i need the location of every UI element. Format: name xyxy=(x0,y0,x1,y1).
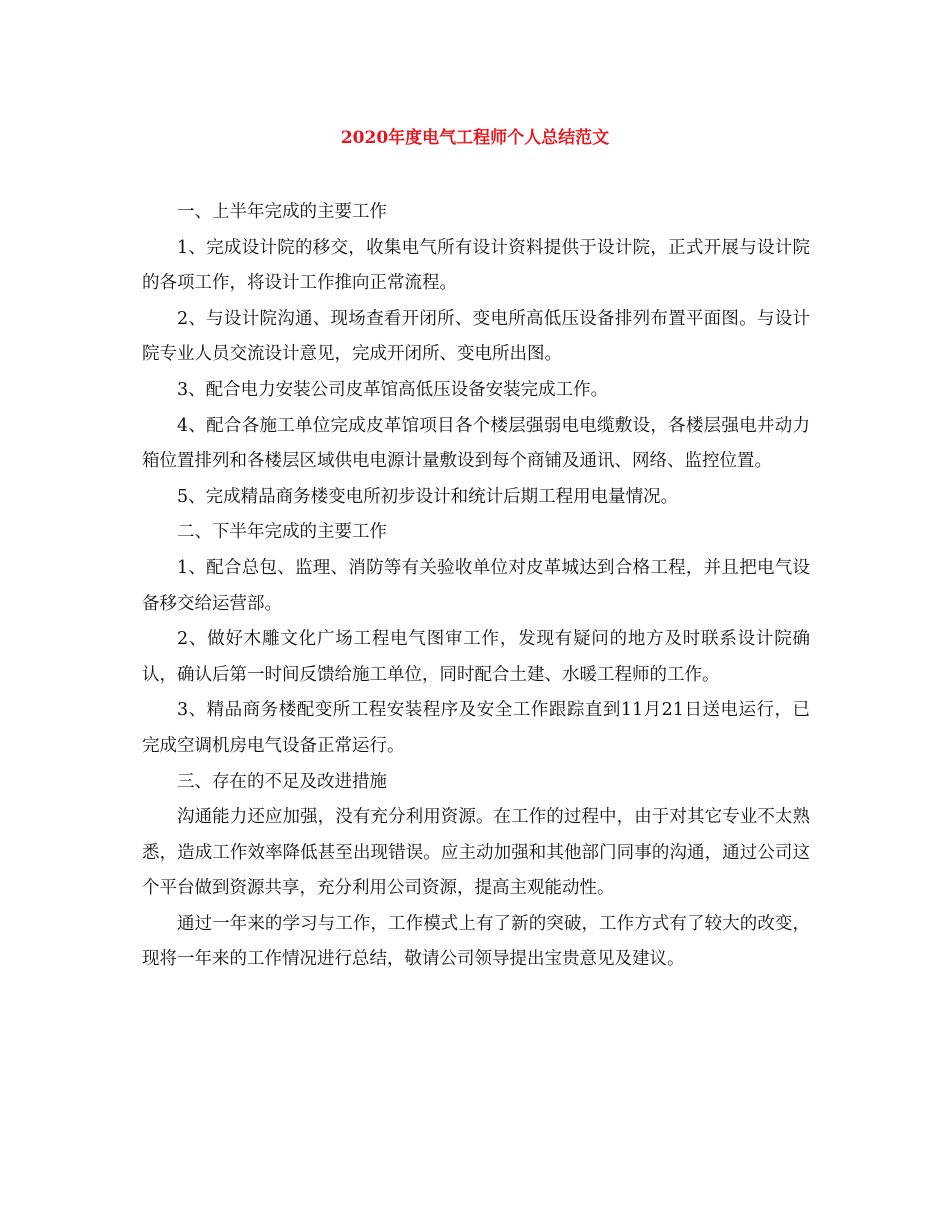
paragraph: 5、完成精品商务楼变电所初步设计和统计后期工程用电量情况。 xyxy=(177,486,679,507)
paragraph: 沟通能力还应加强，没有充分利用资源。在工作的过程中，由于对其它专业不太熟悉，造成工作效率降低甚至出现错误。应主动加强和其他部门同事的沟通，通过公司这个平台做到资源共享，充分利用公司资源，提高主观能动性。 xyxy=(142,807,810,899)
section-heading-shortcomings: 三、存在的不足及改进措施 xyxy=(177,771,387,792)
paragraph: 1、完成设计院的移交，收集电气所有设计资料提供于设计院，正式开展与设计院的各项工作，将设计工作推向正常流程。 xyxy=(142,237,810,294)
document-title: 2020年度电气工程师个人总结范文 xyxy=(340,128,610,148)
paragraph: 2、做好木雕文化广场工程电气图审工作，发现有疑问的地方及时联系设计院确认，确认后第一时间反馈给施工单位，同时配合土建、水暖工程师的工作。 xyxy=(142,629,810,685)
document-body xyxy=(142,195,810,978)
paragraph: 2、与设计院沟通、现场查看开闭所、变电所高低压设备排列布置平面图。与设计院专业人员交流设计意见，完成开闭所、变电所出图。 xyxy=(142,308,810,365)
paragraph: 4、配合各施工单位完成皮革馆项目各个楼层强弱电电缆敷设，各楼层强电井动力箱位置排列和各楼层区域供电电源计量敷设到每个商铺及通讯、网络、监控位置。 xyxy=(142,415,810,472)
paragraph: 通过一年来的学习与工作，工作模式上有了新的突破，工作方式有了较大的改变，现将一年来的工作情况进行总结，敬请公司领导提出宝贵意见及建议。 xyxy=(142,913,810,970)
section-heading-first-half: 一、上半年完成的主要工作 xyxy=(177,202,387,222)
paragraph: 3、配合电力安装公司皮革馆高低压设备安装完成工作。 xyxy=(177,379,609,400)
paragraph: 1、配合总包、监理、消防等有关验收单位对皮革城达到合格工程，并且把电气设备移交给运营部。 xyxy=(142,557,810,614)
paragraph: 3、精品商务楼配变所工程安装程序及安全工作跟踪直到11月21日送电运行，已完成空调机房电气设备正常运行。 xyxy=(142,700,810,756)
section-heading-second-half: 二、下半年完成的主要工作 xyxy=(177,522,387,543)
